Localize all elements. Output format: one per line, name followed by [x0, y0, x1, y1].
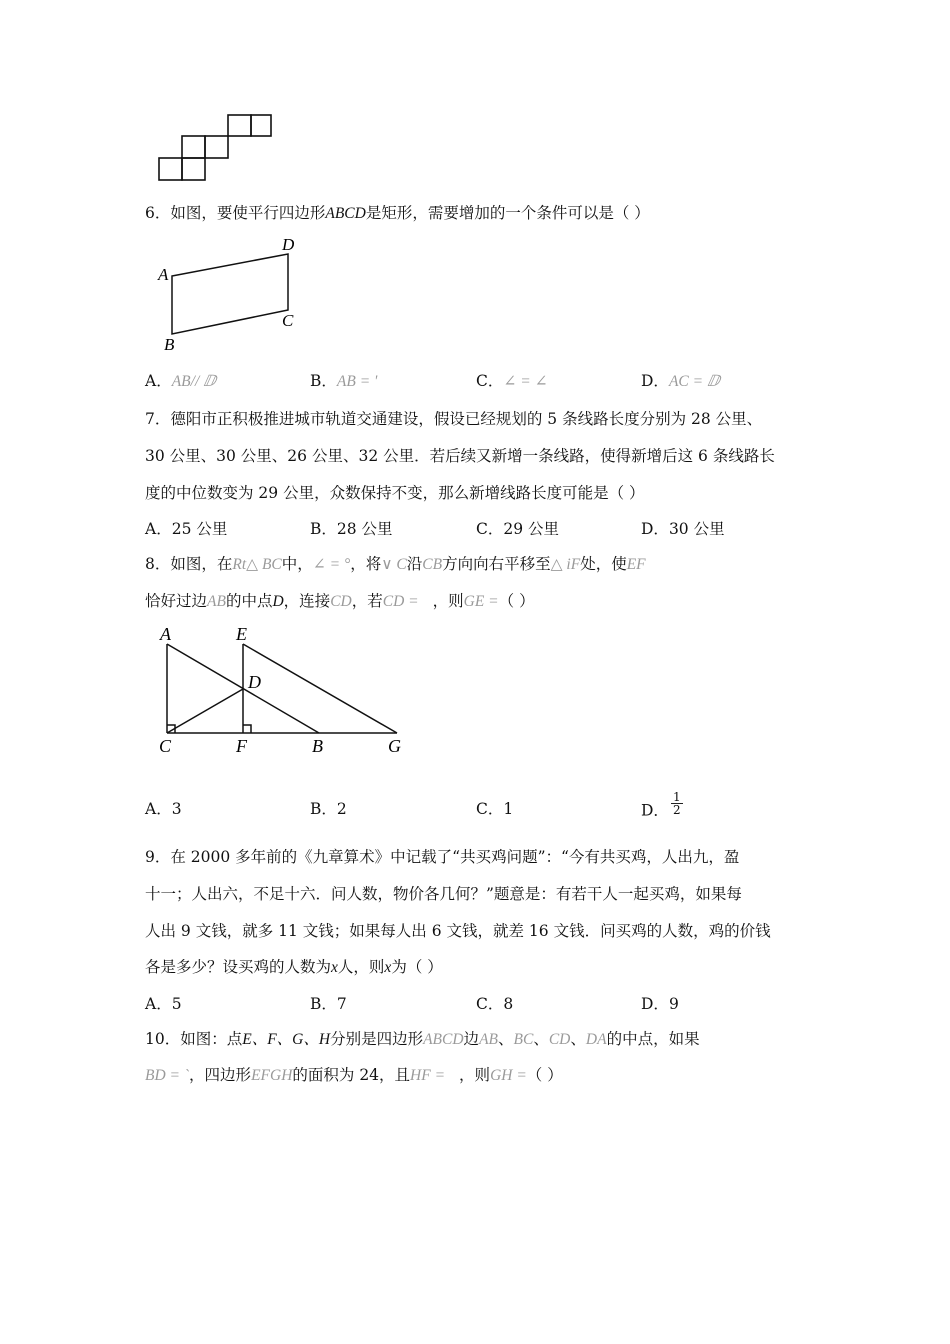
q8-option-a[interactable] [145, 799, 182, 819]
option-expr: AB// ⅅ [171, 373, 216, 390]
q8-line-1 [145, 554, 646, 575]
label-G: G [388, 736, 401, 756]
fraction-denominator: 2 [672, 803, 681, 817]
option-letter: C． [476, 372, 504, 390]
parallelogram-ABCD [172, 254, 288, 334]
q10-text: 、 [498, 1030, 514, 1048]
option-text: 3 [171, 800, 182, 818]
square-5 [228, 115, 251, 136]
q10-line-2 [145, 1065, 563, 1086]
square-6 [251, 115, 271, 136]
segment-CD [167, 689, 243, 733]
option-text: 30 公里 [668, 520, 725, 538]
option-text: 7 [336, 995, 347, 1013]
label-D: D [282, 235, 295, 254]
option-text: 2 [336, 800, 347, 818]
q6-option-d[interactable] [641, 371, 720, 392]
option-letter: B． [310, 520, 337, 538]
q10-math: DA [585, 1031, 607, 1048]
q7-line-1: 7．德阳市正积极推进城市轨道交通建设，假设已经规划的 5 条线路长度分别为 28 公里、 [145, 410, 763, 428]
option-letter: C． [476, 800, 504, 818]
q9-line-3: 人出 9 文钱，就多 11 文钱；如果每人出 6 文钱，就差 16 文钱．问买鸡的人数，鸡的价钱 [145, 922, 771, 940]
q8-point-d: D [272, 593, 284, 610]
q8-line-2 [145, 591, 535, 612]
option-letter: D． [641, 995, 669, 1013]
q7-option-a[interactable] [145, 519, 227, 539]
q10-points: E、F、G、H [242, 1031, 331, 1048]
q6-stem [145, 203, 650, 224]
q8-math: CD [330, 593, 352, 610]
q8-math: CD = [382, 593, 419, 610]
label-A: A [158, 265, 169, 284]
option-text: 8 [503, 995, 514, 1013]
q8-math: ∨ C [381, 556, 407, 573]
option-letter: B． [310, 800, 337, 818]
q10-line-1 [145, 1029, 700, 1050]
label-E: E [236, 624, 247, 644]
square-1 [159, 158, 182, 180]
q8-math: GE = [463, 593, 499, 610]
q10-text: 分别是四边形 [330, 1030, 424, 1048]
q8-math: CB [422, 556, 443, 573]
option-text: 29 公里 [503, 520, 560, 538]
option-letter: B． [310, 372, 337, 390]
option-expr: AB = ' [336, 373, 378, 390]
option-letter: D． [641, 801, 669, 820]
q6-parallelogram-figure [150, 234, 310, 358]
option-expr: AC = ⅅ [668, 373, 720, 390]
q7-line-3: 度的中位数变为 29 公里，众数保持不变，那么新增线路长度可能是（ ） [145, 484, 645, 502]
q10-text: 的面积为 24，且 [292, 1066, 411, 1084]
q10-math: AB [479, 1031, 498, 1048]
option-letter: C． [476, 520, 504, 538]
option-letter: A． [145, 520, 172, 538]
q10-text: （ ） [526, 1066, 563, 1084]
fraction-one-half [671, 791, 683, 816]
q9-line-2: 十一；人出六，不足十六．问人数，物价各几何？”题意是：有若干人一起买鸡，如果每 [145, 885, 742, 903]
q9-var-x: x [331, 959, 338, 976]
option-text: 9 [668, 995, 679, 1013]
q9-option-d[interactable] [641, 994, 679, 1014]
q8-text: 8．如图，在 [145, 555, 233, 573]
option-letter: D． [641, 372, 669, 390]
q8-text: 恰好过边 [145, 592, 208, 610]
label-B: B [312, 736, 323, 756]
q6-option-b[interactable] [310, 371, 377, 392]
q8-math: EF [626, 556, 646, 573]
q10-math: BC [513, 1031, 534, 1048]
q10-text: 、 [570, 1030, 586, 1048]
q8-math: △ iF [550, 556, 581, 573]
option-letter: C． [476, 995, 504, 1013]
label-B: B [164, 335, 175, 354]
q9-text: 各是多少？设买鸡的人数为 [145, 958, 332, 976]
q8-text: ，将 [350, 555, 382, 573]
q7-option-c[interactable] [476, 519, 559, 539]
q5-staircase-figure [156, 113, 274, 183]
q8-text: 处，使 [580, 555, 627, 573]
square-4 [205, 136, 228, 158]
option-text: 1 [503, 800, 514, 818]
option-text: 28 公里 [336, 520, 393, 538]
q8-math: ∠ = ° [312, 556, 351, 573]
q9-text: 人，则 [337, 958, 385, 976]
q6-stem-suffix: 是矩形，需要增加的一个条件可以是（ ） [365, 204, 650, 222]
q9-option-c[interactable] [476, 994, 513, 1014]
label-C: C [282, 311, 294, 330]
q6-stem-var: ABCD [325, 205, 366, 222]
fraction-numerator: 1 [672, 790, 681, 804]
q8-text: 方向向右平移至 [442, 555, 551, 573]
q7-option-b[interactable] [310, 519, 393, 539]
q10-math: HF = [410, 1067, 446, 1084]
right-angle-F [243, 725, 251, 733]
option-letter: A． [145, 800, 172, 818]
label-D: D [248, 672, 261, 692]
q10-math: CD [548, 1031, 571, 1048]
label-C: C [159, 736, 172, 756]
q9-line-4 [145, 957, 443, 978]
option-letter: B． [310, 995, 337, 1013]
q9-option-a[interactable] [145, 994, 182, 1014]
q9-option-b[interactable] [310, 994, 347, 1014]
q10-text: 、 [533, 1030, 549, 1048]
q10-math: GH = [490, 1067, 527, 1084]
label-A: A [160, 624, 171, 644]
q8-option-d[interactable] [641, 790, 683, 824]
q10-text: 的中点，如果 [606, 1030, 700, 1048]
q8-text: ，连接 [283, 592, 331, 610]
q8-option-b[interactable] [310, 799, 347, 819]
square-3 [182, 136, 205, 158]
q6-option-c[interactable] [476, 371, 548, 392]
q7-option-d[interactable] [641, 519, 725, 539]
q9-text: 为（ ） [391, 958, 443, 976]
q8-text: 中， [281, 555, 313, 573]
q10-text: ，则 [459, 1066, 491, 1084]
q6-option-a[interactable] [145, 371, 216, 392]
q8-text: 沿 [406, 555, 423, 573]
q8-text: ，若 [351, 592, 383, 610]
option-text: 25 公里 [171, 520, 228, 538]
q7-line-2: 30 公里、30 公里、26 公里、32 公里．若后续又新增一条线路，使得新增后这 6 条线路长 [145, 447, 775, 465]
q9-line-1: 9．在 2000 多年前的《九章算术》中记载了“共买鸡问题”：“今有共买鸡，人出九，盈 [145, 848, 740, 866]
option-letter: A． [145, 995, 172, 1013]
q8-text: ，则 [432, 592, 464, 610]
q8-text: （ ） [498, 592, 535, 610]
q8-text: 的中点 [225, 592, 273, 610]
q10-text: 10．如图：点 [145, 1030, 243, 1048]
option-letter: A． [145, 372, 172, 390]
q10-math: EFGH [251, 1067, 293, 1084]
segment-EG [243, 644, 397, 733]
q10-text: ，四边形 [189, 1066, 252, 1084]
q9-var-x: x [384, 959, 392, 976]
q8-option-c[interactable] [476, 799, 513, 819]
option-letter: D． [641, 520, 669, 538]
q8-math: Rt△ BC [232, 556, 282, 573]
option-text: 5 [171, 995, 182, 1013]
q8-math: AB [207, 593, 226, 610]
square-2 [182, 158, 205, 180]
option-expr: ∠ = ∠ [503, 373, 548, 390]
label-F: F [236, 736, 247, 756]
q10-math: ABCD [423, 1031, 464, 1048]
q10-math: BD = ` [145, 1067, 190, 1084]
q10-text: 边 [463, 1030, 480, 1048]
q8-triangle-figure [152, 622, 412, 762]
q6-stem-prefix: 6．如图，要使平行四边形 [145, 204, 326, 222]
